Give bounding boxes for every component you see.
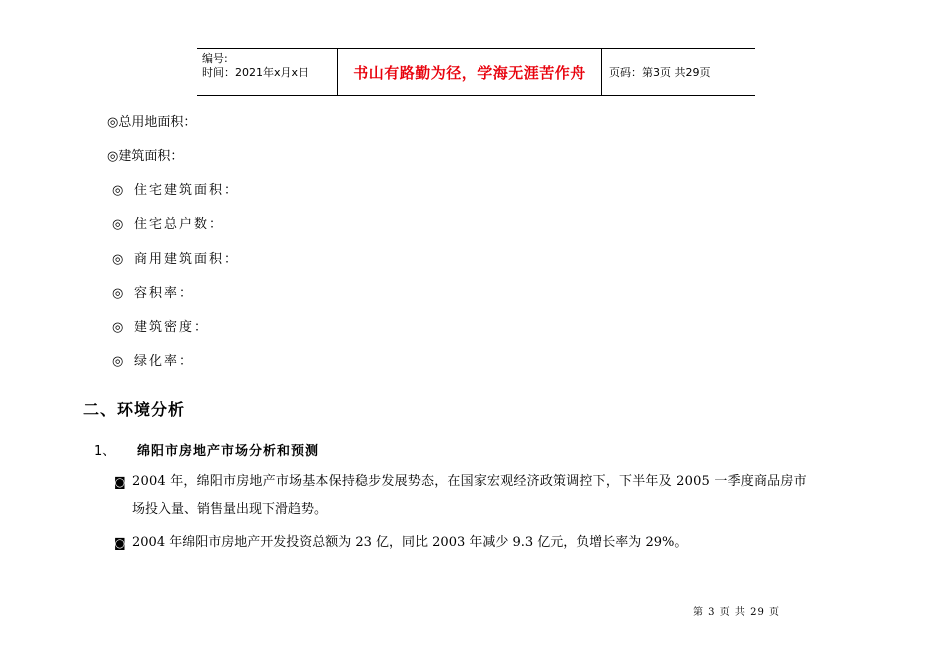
item-building-density [112, 320, 209, 336]
paragraph-1-line-2: 场投入量、销售量出现下滑趋势。 [132, 502, 328, 517]
subsection-number: 1、 [94, 444, 116, 459]
item-greening-rate [112, 354, 194, 370]
doc-time-label: 时间：2021年x月x日 [202, 66, 310, 79]
item-label: 建筑密度： [134, 320, 210, 335]
subsection-title: 绵阳市房地产市场分析和预测 [137, 444, 320, 459]
subsection-heading [94, 440, 319, 459]
bullet-icon: ◎ [112, 217, 124, 232]
bullet-icon: ◎ [112, 252, 124, 267]
item-residential-area [112, 183, 239, 199]
item-total-land: ◎总用地面积： [107, 115, 197, 130]
header-table [197, 48, 755, 96]
bullet-icon: ◎ [112, 286, 124, 301]
doc-code-label: 编号: [202, 52, 228, 65]
item-label: 商用建筑面积： [134, 252, 240, 267]
paragraph-1-line-1: 2004 年，绵阳市房地产市场基本保持稳步发展势态，在国家宏观经济政策调控下，下半年及 2005 一季度商品房市 [132, 474, 807, 489]
header-page-code: 页码：第3页 共29页 [609, 66, 711, 79]
header-motto: 书山有路勤为径，学海无涯苦作舟 [353, 63, 586, 82]
paragraph-bullet-icon: ◙ [114, 536, 126, 550]
item-commercial-area [112, 252, 239, 268]
item-residential-households [112, 217, 224, 233]
paragraph-2 [132, 529, 872, 557]
page-footer: 第 3 页 共 29 页 [693, 607, 780, 618]
item-label: 绿化率： [134, 354, 195, 369]
header-page-cell [602, 49, 755, 95]
paragraph-1 [132, 468, 872, 524]
paragraph-2-line-1: 2004 年绵阳市房地产开发投资总额为 23 亿，同比 2003 年减少 9.3 亿元，负增长率为 29%。 [132, 535, 688, 550]
item-label: 住宅建筑面积： [134, 183, 240, 198]
bullet-icon: ◎ [112, 183, 124, 198]
header-left-cell [197, 49, 338, 95]
bullet-icon: ◎ [112, 320, 124, 335]
item-label: 容积率： [134, 286, 195, 301]
item-label: 住宅总户数： [134, 217, 225, 232]
paragraph-bullet-icon: ◙ [114, 475, 126, 489]
item-plot-ratio [112, 286, 194, 302]
section-title: 二、环境分析 [83, 400, 186, 419]
item-building-area: ◎建筑面积： [107, 149, 184, 164]
header-motto-cell [338, 49, 602, 95]
bullet-icon: ◎ [112, 354, 124, 369]
